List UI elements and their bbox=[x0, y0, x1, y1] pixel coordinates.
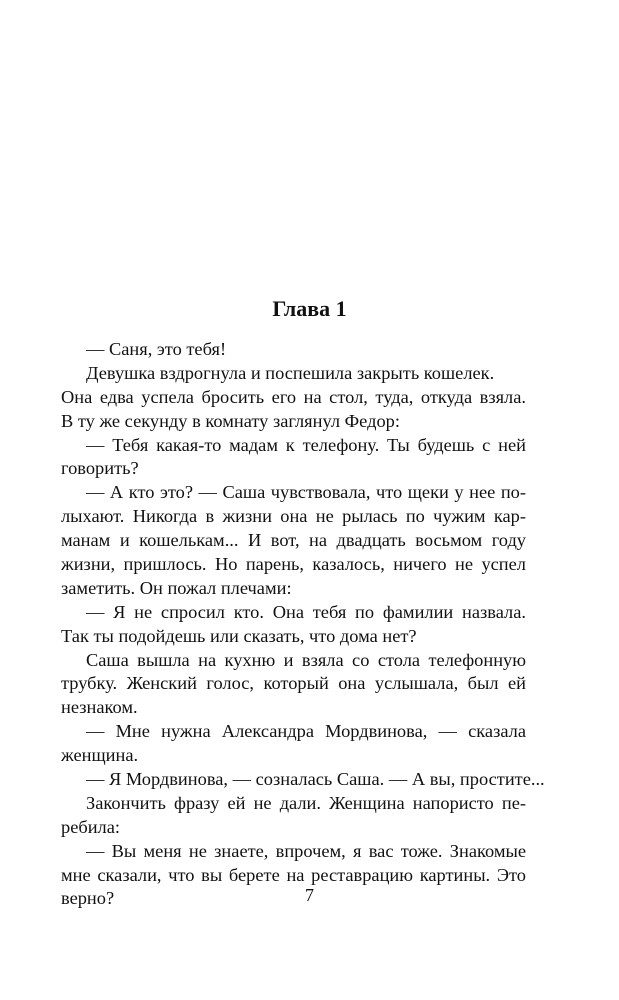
text-line: женщина. bbox=[61, 745, 139, 766]
page-number: 7 bbox=[305, 885, 314, 905]
text-line: — Я Мордвинова, — созналась Саша. — А вы, простите... bbox=[86, 769, 545, 790]
text-line: заметить. Он пожал плечами: bbox=[61, 577, 292, 598]
text-line: Так ты подойдешь или сказать, что дома нет? bbox=[61, 625, 417, 646]
text-line: — А кто это? — Саша чувствовала, что щеки у нее по- bbox=[86, 482, 526, 503]
text-line: манам и кошелькам... И вот, на двадцать восьмом году bbox=[61, 530, 526, 551]
text-line: Закончить фразу ей не дали. Женщина напористо пе- bbox=[86, 792, 526, 813]
text-line: лыхают. Никогда в жизни она не рылась по чужим кар- bbox=[61, 506, 526, 527]
text-line: говорить? bbox=[61, 458, 139, 479]
text-line: — Мне нужна Александра Мордвинова, — сказала bbox=[86, 721, 526, 742]
text-line: В ту же секунду в комнату заглянул Федор: bbox=[61, 410, 400, 431]
text-line: ребила: bbox=[61, 816, 121, 837]
text-line: Девушка вздрогнула и поспешила закрыть кошелек. bbox=[86, 362, 495, 383]
text-line: трубку. Женский голос, который она услышала, был ей bbox=[61, 673, 526, 694]
text-line: — Вы меня не знаете, впрочем, я вас тоже. Знакомые bbox=[86, 840, 526, 861]
chapter-title: Глава 1 bbox=[272, 296, 347, 321]
text-line: — Тебя какая-то мадам к телефону. Ты будешь с ней bbox=[86, 434, 526, 455]
text-line: — Саня, это тебя! bbox=[86, 339, 227, 359]
text-line: Саша вышла на кухню и взяла со стола телефонную bbox=[86, 649, 526, 670]
text-line: жизни, пришлось. Но парень, казалось, ничего не успел bbox=[61, 554, 526, 575]
text-line: — Я не спросил кто. Она тебя по фамилии назвала. bbox=[86, 601, 526, 622]
text-line: незнаком. bbox=[61, 697, 138, 718]
text-line: Она едва успела бросить его на стол, туда, откуда взяла. bbox=[61, 386, 526, 407]
chapter-body-text bbox=[61, 338, 545, 911]
text-line: верно? bbox=[61, 888, 115, 909]
text-line: мне сказали, что вы берете на реставрацию картины. Это bbox=[61, 864, 526, 885]
